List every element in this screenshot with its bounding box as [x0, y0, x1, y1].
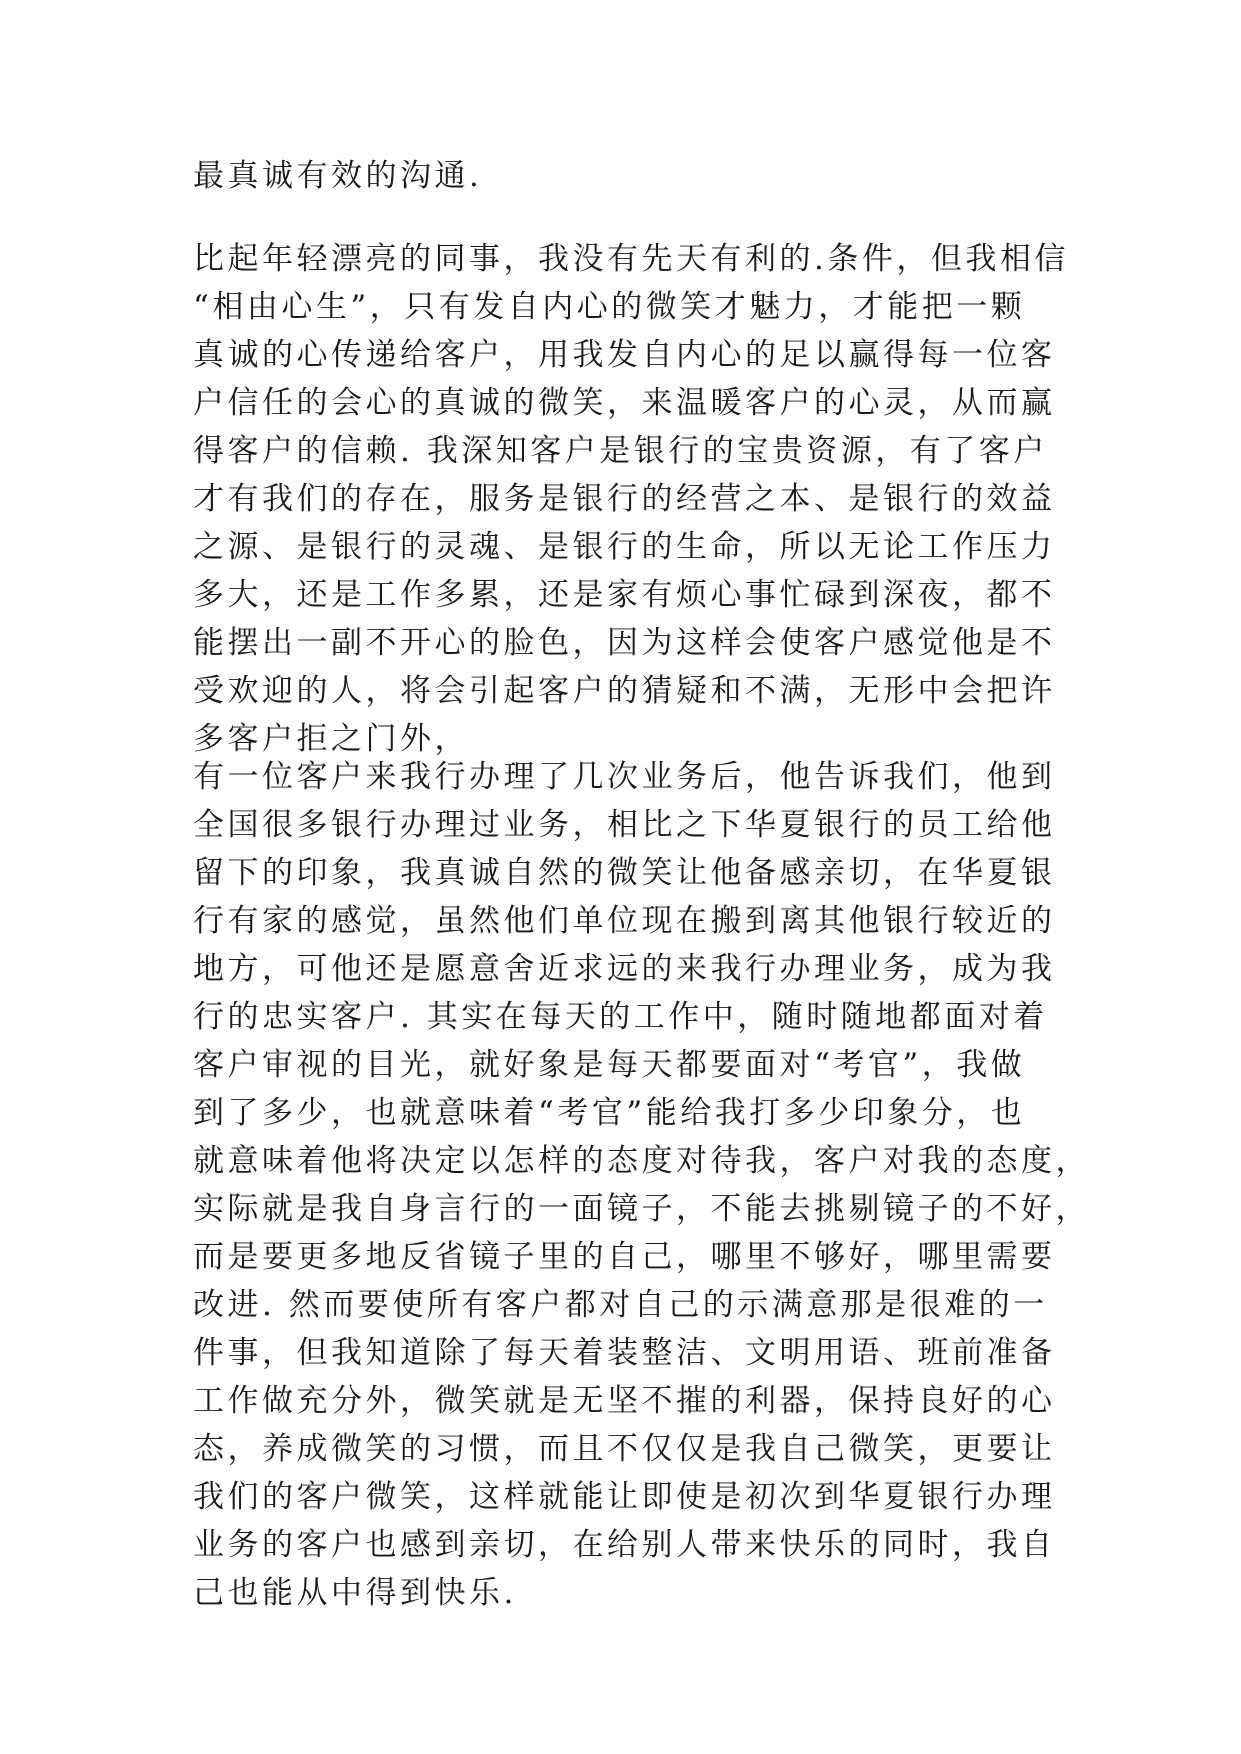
text-line: 行有家的感觉，虽然他们单位现在搬到离其他银行较近的: [193, 903, 1056, 939]
text-line: “相由心生”，只有发自内心的微笑才魅力，才能把一颗: [193, 289, 1026, 325]
paragraph-2: [193, 235, 1073, 763]
text-line: 多大，还是工作多累，还是家有烦心事忙碌到深夜，都不: [193, 577, 1056, 613]
paragraph-1: [193, 152, 1073, 200]
text-line: 就意味着他将决定以怎样的态度对待我，客户对我的态度，: [193, 1143, 1090, 1179]
text-line: 受欢迎的人，将会引起客户的猜疑和不满，无形中会把许: [193, 673, 1056, 709]
text-line: 行的忠实客户. 其实在每天的工作中，随时随地都面对着: [193, 999, 1048, 1035]
text-line: 客户审视的目光，就好象是每天都要面对“考官”，我做: [193, 1047, 1026, 1083]
text-line: 到了多少，也就意味着“考官”能给我打多少印象分，也: [193, 1095, 1026, 1131]
text-line: 我们的客户微笑，这样就能让即使是初次到华夏银行办理: [193, 1479, 1056, 1515]
text-line: 才有我们的存在，服务是银行的经营之本、是银行的效益: [193, 481, 1056, 517]
text-line: 己也能从中得到快乐.: [193, 1575, 517, 1611]
text-line: 能摆出一副不开心的脸色，因为这样会使客户感觉他是不: [193, 625, 1056, 661]
text-line: 地方，可他还是愿意舍近求远的来我行办理业务，成为我: [193, 951, 1056, 987]
text-line: 真诚的心传递给客户，用我发自内心的足以赢得每一位客: [193, 337, 1056, 373]
text-line: 多客户拒之门外，: [193, 721, 469, 757]
text-line: 有一位客户来我行办理了几次业务后，他告诉我们，他到: [193, 759, 1056, 795]
text-line: 比起年轻漂亮的同事，我没有先天有利的.条件，但我相信: [193, 241, 1069, 277]
text-line: 最真诚有效的沟通.: [193, 158, 483, 194]
text-line: 业务的客户也感到亲切，在给别人带来快乐的同时，我自: [193, 1527, 1056, 1563]
text-line: 实际就是我自身言行的一面镜子，不能去挑剔镜子的不好，: [193, 1191, 1090, 1227]
text-line: 户信任的会心的真诚的微笑，来温暖客户的心灵，从而赢: [193, 385, 1056, 421]
text-line: 全国很多银行办理过业务，相比之下华夏银行的员工给他: [193, 807, 1056, 843]
text-line: 留下的印象，我真诚自然的微笑让他备感亲切，在华夏银: [193, 855, 1056, 891]
text-line: 态，养成微笑的习惯，而且不仅仅是我自己微笑，更要让: [193, 1431, 1056, 1467]
text-line: 工作做充分外，微笑就是无坚不摧的利器，保持良好的心: [193, 1383, 1056, 1419]
text-line: 而是要更多地反省镜子里的自己，哪里不够好，哪里需要: [193, 1239, 1056, 1275]
text-line: 改进. 然而要使所有客户都对自己的示满意那是很难的一: [193, 1287, 1048, 1323]
paragraph-3: [193, 753, 1090, 1617]
text-line: 件事，但我知道除了每天着装整洁、文明用语、班前准备: [193, 1335, 1056, 1371]
text-line: 之源、是银行的灵魂、是银行的生命，所以无论工作压力: [193, 529, 1056, 565]
text-line: 得客户的信赖. 我深知客户是银行的宝贵资源，有了客户: [193, 433, 1048, 469]
